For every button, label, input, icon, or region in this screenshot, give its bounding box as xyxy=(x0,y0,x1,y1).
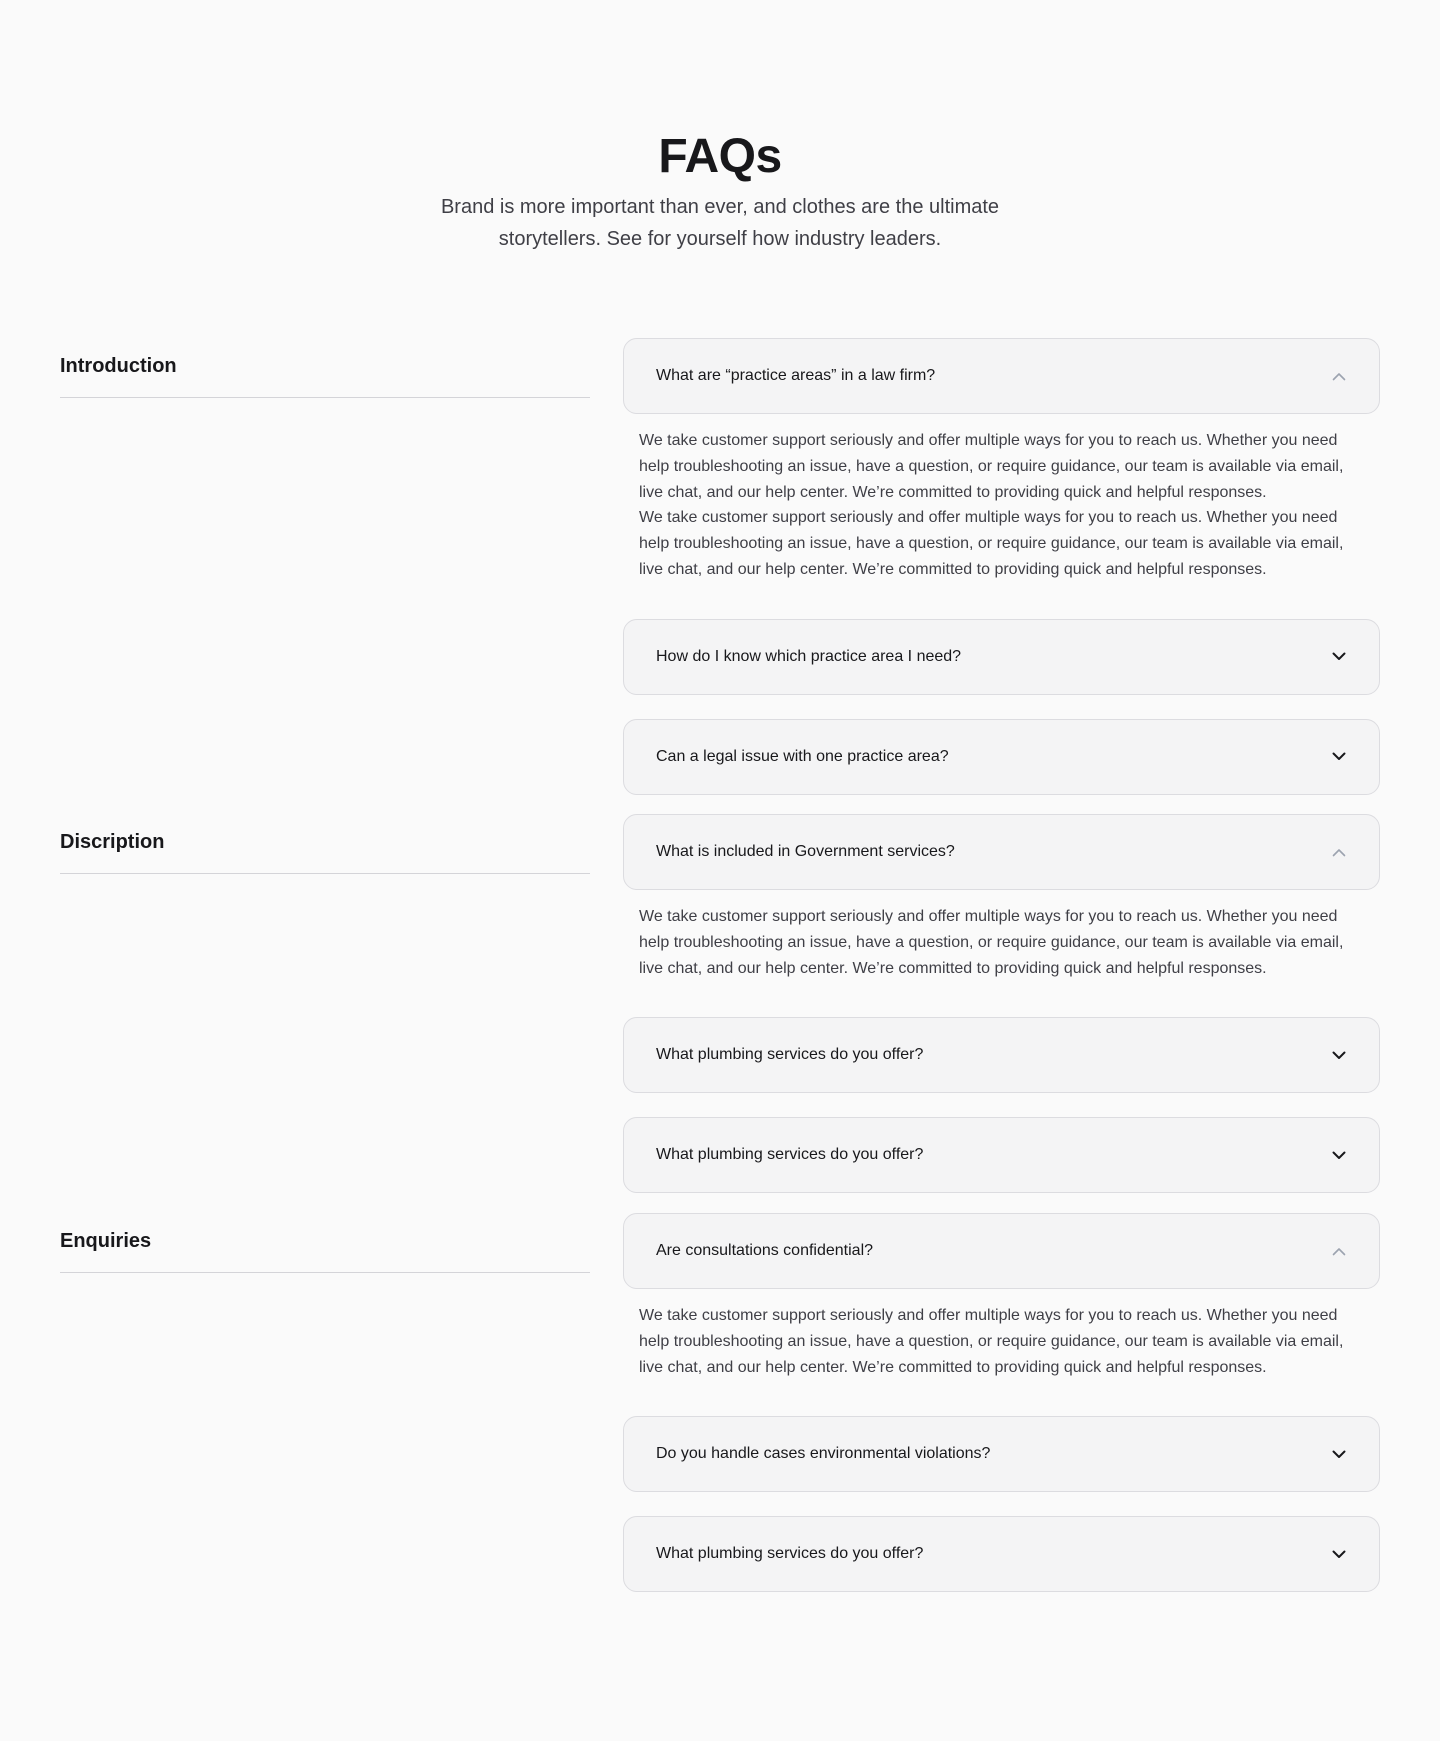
chevron-up-icon xyxy=(1330,1242,1348,1260)
section-heading-label: Discription xyxy=(60,831,165,853)
faq-item xyxy=(623,1416,1380,1492)
faq-question: What is included in Government services? xyxy=(656,843,955,860)
faq-answer-paragraph: We take customer support seriously and offer multiple ways for you to reach us. Whether you need help troubleshooting an issue, have a question, or require guidance, our team is available via email, live chat, and our help center. We’re committed to providing quick and helpful responses. xyxy=(639,509,1344,578)
faq-question: Are consultations confidential? xyxy=(656,1242,874,1259)
faq-item xyxy=(623,338,1380,597)
chevron-down-icon xyxy=(1330,748,1348,766)
faq-question-toggle[interactable] xyxy=(623,719,1380,795)
faq-question: What plumbing services do you offer? xyxy=(656,1046,924,1064)
faq-question-toggle[interactable] xyxy=(623,1516,1380,1592)
faq-item xyxy=(623,719,1380,795)
section-heading-label: Enquiries xyxy=(60,1230,152,1252)
faq-question: How do I know which practice area I need? xyxy=(656,647,962,665)
faq-answer xyxy=(623,414,1380,597)
faq-answer xyxy=(623,1289,1380,1394)
faq-question-toggle[interactable] xyxy=(623,814,1380,890)
faq-question-toggle[interactable] xyxy=(623,1017,1380,1093)
page-title: FAQs xyxy=(658,130,782,183)
section-heading xyxy=(60,1213,590,1273)
section-heading-label: Introduction xyxy=(60,355,177,377)
faq-list xyxy=(623,338,1380,819)
chevron-down-icon xyxy=(1330,1445,1348,1463)
faq-question-toggle[interactable] xyxy=(623,619,1380,695)
chevron-down-icon xyxy=(1330,1046,1348,1064)
faq-question: Do you handle cases environmental violations? xyxy=(656,1445,991,1463)
faq-question: What plumbing services do you offer? xyxy=(656,1545,924,1563)
chevron-up-icon xyxy=(1330,367,1348,385)
faq-item xyxy=(623,1213,1380,1394)
faq-answer xyxy=(623,890,1380,995)
chevron-down-icon xyxy=(1330,1545,1348,1563)
faq-question-toggle[interactable] xyxy=(623,1416,1380,1492)
chevron-down-icon xyxy=(1330,648,1348,666)
faq-item xyxy=(623,814,1380,995)
faq-answer-paragraph: We take customer support seriously and offer multiple ways for you to reach us. Whether you need help troubleshooting an issue, have a question, or require guidance, our team is available via email, live chat, and our help center. We’re committed to providing quick and helpful responses. xyxy=(639,1307,1344,1376)
chevron-up-icon xyxy=(1330,843,1348,861)
faq-question: What are “practice areas” in a law firm? xyxy=(656,367,936,384)
page-subtitle: Brand is more important than ever, and clothes are the ultimate storytellers. See for yourself how industry leaders. xyxy=(440,196,1000,250)
faq-item xyxy=(623,1017,1380,1093)
chevron-down-icon xyxy=(1330,1146,1348,1164)
faq-item xyxy=(623,1117,1380,1193)
section-heading xyxy=(60,338,590,398)
faq-question: What plumbing services do you offer? xyxy=(656,1146,924,1164)
faq-item xyxy=(623,619,1380,695)
faq-answer-paragraph: We take customer support seriously and offer multiple ways for you to reach us. Whether you need help troubleshooting an issue, have a question, or require guidance, our team is available via email, live chat, and our help center. We’re committed to providing quick and helpful responses. xyxy=(639,432,1344,501)
faq-question-toggle[interactable] xyxy=(623,338,1380,414)
faq-list xyxy=(623,814,1380,1217)
section-heading xyxy=(60,814,590,874)
faq-list xyxy=(623,1213,1380,1616)
faq-question: Can a legal issue with one practice area? xyxy=(656,747,949,765)
faq-question-toggle[interactable] xyxy=(623,1213,1380,1289)
faq-item xyxy=(623,1516,1380,1592)
faq-question-toggle[interactable] xyxy=(623,1117,1380,1193)
faq-answer-paragraph: We take customer support seriously and offer multiple ways for you to reach us. Whether you need help troubleshooting an issue, have a question, or require guidance, our team is available via email, live chat, and our help center. We’re committed to providing quick and helpful responses. xyxy=(639,908,1344,977)
faq-header xyxy=(0,125,1440,255)
